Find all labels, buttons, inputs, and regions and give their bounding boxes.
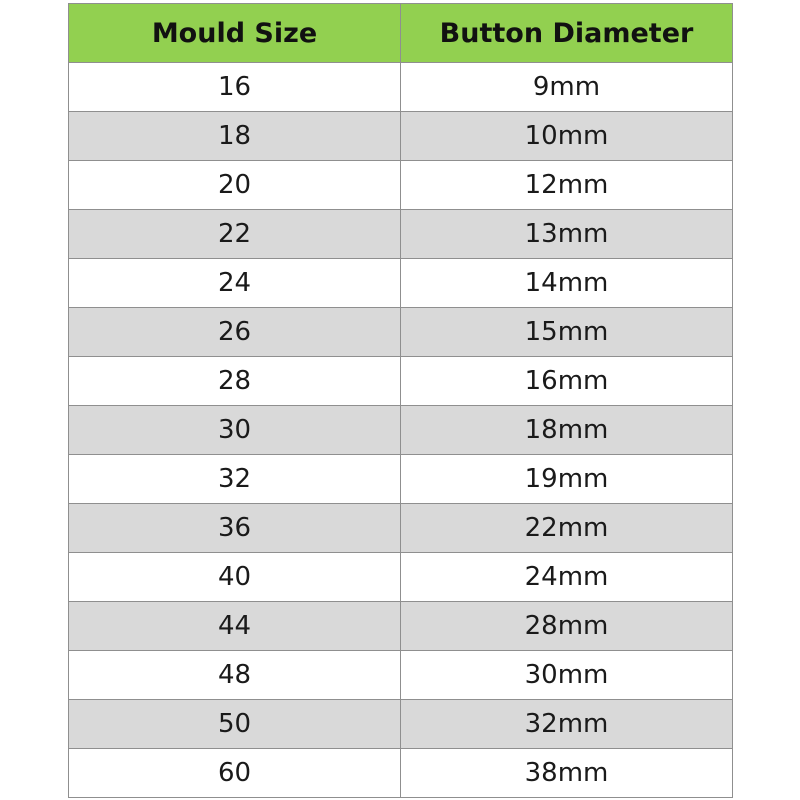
size-table-container [68,3,732,798]
mould-size-cell: 32 [69,455,401,504]
button-diameter-cell: 10mm [401,112,733,161]
button-diameter-cell: 32mm [401,700,733,749]
table-row [69,259,733,308]
table-row [69,210,733,259]
button-diameter-cell: 13mm [401,210,733,259]
mould-size-cell: 40 [69,553,401,602]
button-diameter-cell: 19mm [401,455,733,504]
mould-size-cell: 22 [69,210,401,259]
mould-size-cell: 28 [69,357,401,406]
mould-size-cell: 24 [69,259,401,308]
mould-size-cell: 26 [69,308,401,357]
table-row [69,651,733,700]
header-mould-size: Mould Size [69,4,401,63]
table-row [69,455,733,504]
table-row [69,308,733,357]
table-row [69,112,733,161]
button-diameter-cell: 30mm [401,651,733,700]
button-diameter-cell: 15mm [401,308,733,357]
table-row [69,700,733,749]
header-row [69,4,733,63]
button-diameter-cell: 9mm [401,63,733,112]
table-row [69,553,733,602]
button-diameter-cell: 24mm [401,553,733,602]
table-body [69,63,733,798]
mould-size-table [68,3,733,798]
button-diameter-cell: 14mm [401,259,733,308]
table-row [69,749,733,798]
table-row [69,406,733,455]
button-diameter-cell: 16mm [401,357,733,406]
mould-size-cell: 16 [69,63,401,112]
header-button-diameter: Button Diameter [401,4,733,63]
button-diameter-cell: 22mm [401,504,733,553]
table-row [69,602,733,651]
mould-size-cell: 18 [69,112,401,161]
table-header [69,4,733,63]
table-row [69,161,733,210]
mould-size-cell: 44 [69,602,401,651]
table-row [69,63,733,112]
table-row [69,357,733,406]
table-row [69,504,733,553]
mould-size-cell: 48 [69,651,401,700]
button-diameter-cell: 12mm [401,161,733,210]
mould-size-cell: 60 [69,749,401,798]
mould-size-cell: 50 [69,700,401,749]
mould-size-cell: 30 [69,406,401,455]
button-diameter-cell: 38mm [401,749,733,798]
mould-size-cell: 36 [69,504,401,553]
mould-size-cell: 20 [69,161,401,210]
button-diameter-cell: 28mm [401,602,733,651]
button-diameter-cell: 18mm [401,406,733,455]
